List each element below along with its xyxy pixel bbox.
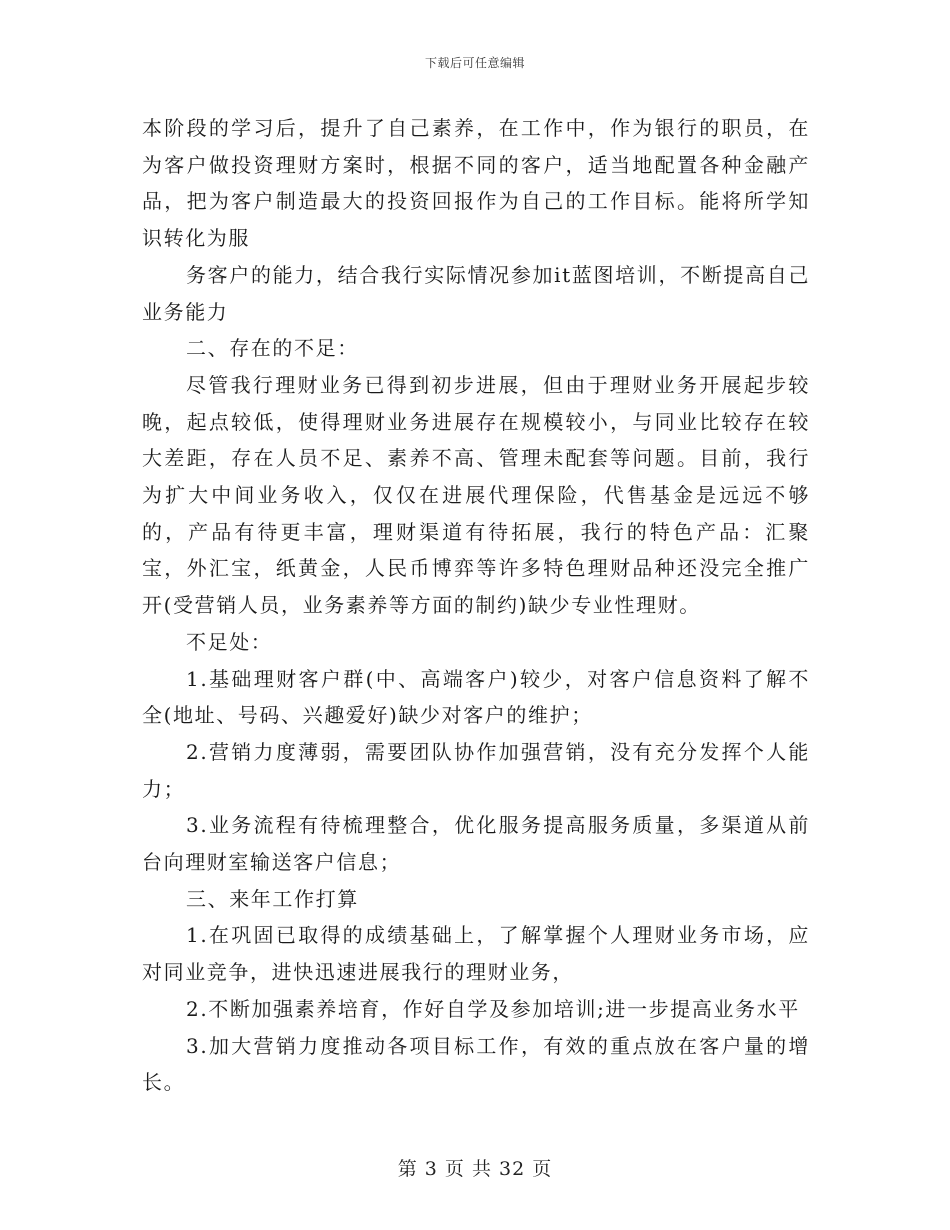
section-heading: 二、存在的不足： [186, 336, 359, 361]
list-item: 1.在巩固已取得的成绩基础上，了解掌握个人理财业务市场，应对同业竞争，进快迅速进展我行的理财业务， [142, 923, 810, 985]
list-item: 3.加大营销力度推动各项目标工作，有效的重点放在客户量的增长。 [142, 1033, 810, 1095]
page-number: 第 3 页 共 32 页 [397, 1158, 553, 1180]
list-item: 3.业务流程有待梳理整合，优化服务提高服务质量，多渠道从前台向理财室输送客户信息； [142, 813, 810, 875]
paragraph: 本阶段的学习后，提升了自己素养，在工作中，作为银行的职员，在为客户做投资理财方案时，根据不同的客户，适当地配置各种金融产品，把为客户制造最大的投资回报作为自己的工作目标。能将所学知识转化为服 [142, 116, 810, 251]
subheading: 不足处： [186, 629, 273, 654]
paragraph: 务客户的能力，结合我行实际情况参加it蓝图培训，不断提高自己业务能力 [142, 262, 810, 324]
list-item: 2.营销力度薄弱，需要团队协作加强营销，没有充分发挥个人能力； [142, 739, 810, 801]
paragraph: 尽管我行理财业务已得到初步进展，但由于理财业务开展起步较晚，起点较低，使得理财业务进展存在规模较小，与同业比较存在较大差距，存在人员不足、素养不高、管理未配套等问题。目前，我行为扩大中间业务收入，仅仅在进展代理保险，代售基金是远远不够的，产品有待更丰富，理财渠道有待拓展，我行的特色产品：汇聚宝，外汇宝，纸黄金，人民币博弈等许多特色理财品种还没完全推广开(受营销人员，业务素养等方面的制约)缺少专业性理财。 [142, 372, 810, 618]
list-item: 2.不断加强素养培育，作好自学及参加培训;进一步提高业务水平 [186, 996, 800, 1021]
document-body [142, 110, 810, 1101]
list-item: 1.基础理财客户群(中、高端客户)较少，对客户信息资料了解不全(地址、号码、兴趣爱好)缺少对客户的维护； [142, 666, 810, 728]
section-heading: 三、来年工作打算 [186, 886, 359, 911]
page-header: 下载后可任意编辑 [424, 56, 525, 70]
